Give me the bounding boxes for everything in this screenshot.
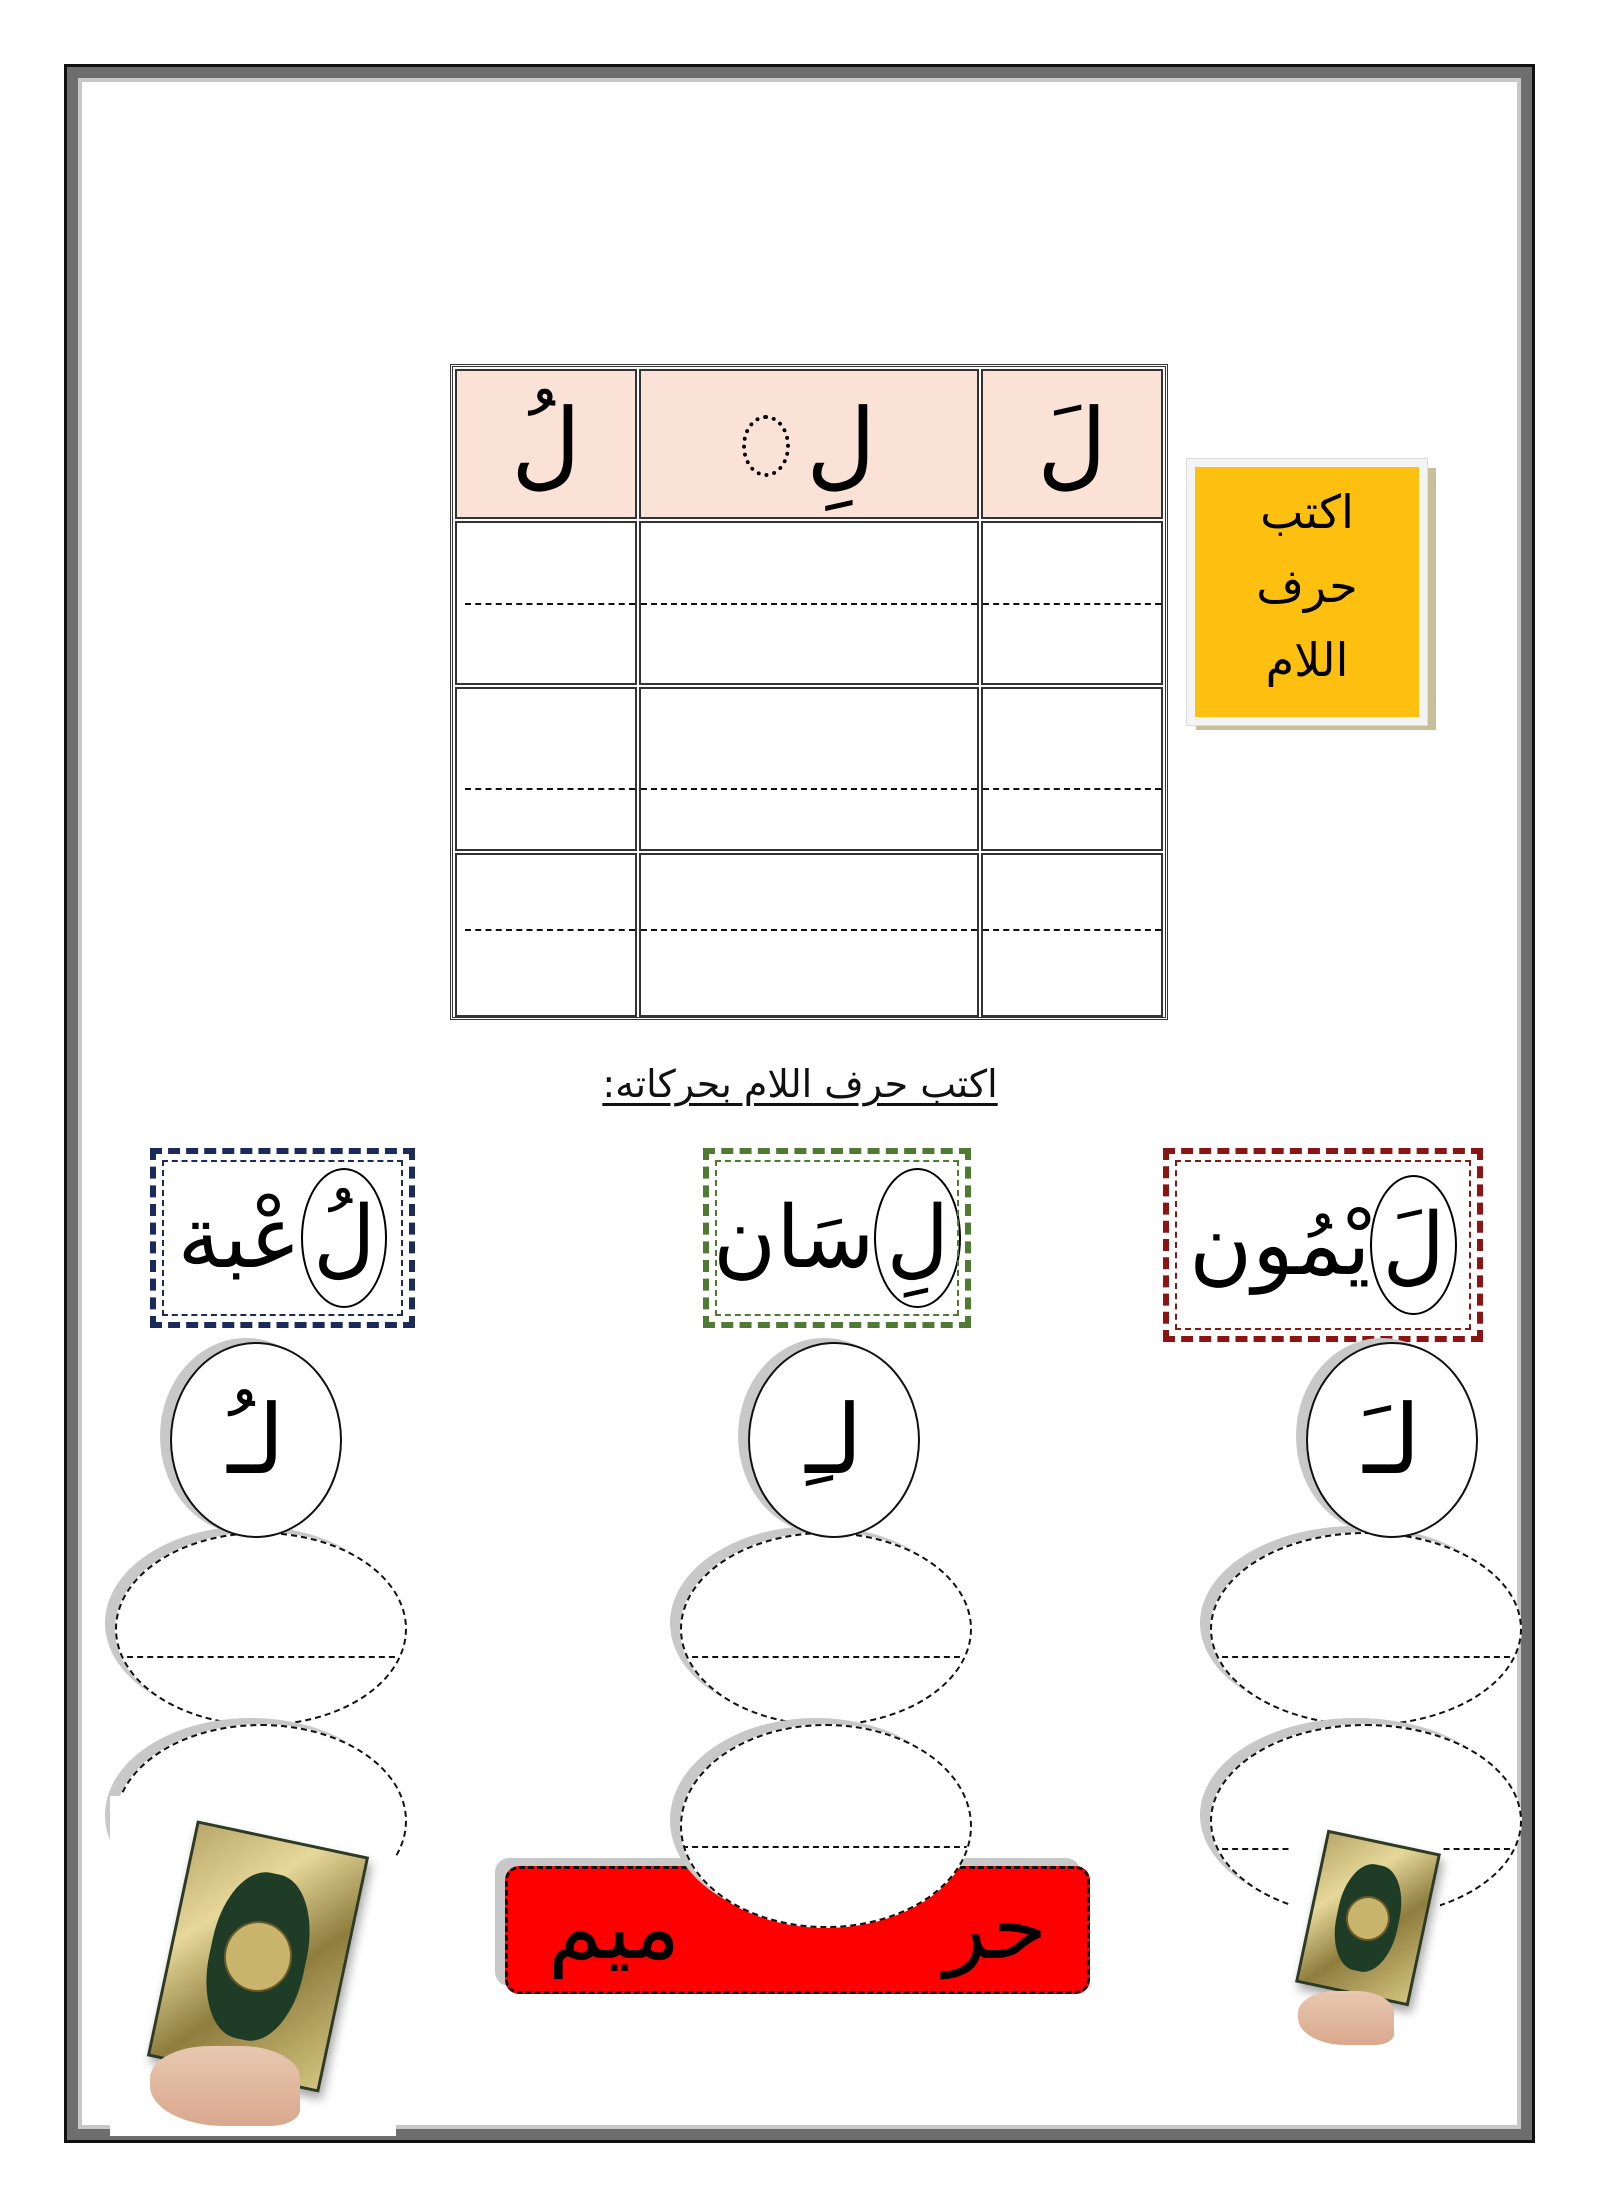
guide-line xyxy=(983,788,1161,790)
quran-image-right xyxy=(1290,1826,1440,2066)
letter-lam-damma: لُ xyxy=(511,388,581,500)
letter-form-fatha: لـَ xyxy=(1363,1384,1421,1496)
letter-circle-kasra xyxy=(748,1342,920,1538)
letter-lam-fatha: لَ xyxy=(1037,388,1107,500)
instruction-card-body xyxy=(1195,467,1419,717)
header-cell-fatha xyxy=(981,369,1163,519)
writing-cell[interactable] xyxy=(455,521,637,685)
guide-line xyxy=(465,603,635,605)
letter-circle-fatha xyxy=(1306,1342,1478,1538)
banner-text-left: ميم xyxy=(548,1876,681,1979)
letter-lam-kasra: لِ xyxy=(806,388,876,500)
word-rest: سَان xyxy=(713,1188,875,1288)
writing-cell[interactable] xyxy=(981,521,1163,685)
first-letter-highlight: لَ xyxy=(1370,1175,1456,1315)
letter-form-kasra: لـِ xyxy=(805,1384,863,1496)
word-box-lisan xyxy=(703,1148,971,1328)
card-line-letter: حرف xyxy=(1256,559,1358,613)
writing-row xyxy=(455,687,1163,851)
letter-form-damma: لـُ xyxy=(227,1384,285,1496)
guide-line xyxy=(983,929,1161,931)
guide-line xyxy=(1212,1656,1520,1658)
letter-writing-table xyxy=(450,364,1168,1020)
header-row xyxy=(455,369,1163,519)
guide-line xyxy=(682,1846,970,1848)
writing-cell[interactable] xyxy=(455,853,637,1017)
word-rest: يْمُون xyxy=(1189,1195,1371,1295)
hand-icon xyxy=(150,2046,300,2126)
header-cell-kasra xyxy=(639,369,979,519)
guide-line xyxy=(641,929,977,931)
writing-oval[interactable] xyxy=(1210,1532,1522,1726)
guide-line xyxy=(983,603,1161,605)
word-rest: عْبة xyxy=(177,1188,301,1288)
writing-cell[interactable] xyxy=(455,687,637,851)
guide-line xyxy=(641,788,977,790)
writing-oval[interactable] xyxy=(680,1532,972,1726)
writing-cell[interactable] xyxy=(981,687,1163,851)
guide-line xyxy=(465,788,635,790)
word-box-luba xyxy=(150,1148,415,1328)
writing-row xyxy=(455,521,1163,685)
hand-icon xyxy=(1298,1991,1394,2045)
instruction-heading: اكتب حرف اللام بحركاته: xyxy=(602,1062,998,1106)
header-cell-damma xyxy=(455,369,637,519)
writing-cell[interactable] xyxy=(639,853,979,1017)
writing-oval[interactable] xyxy=(115,1532,407,1726)
card-line-lam: اللام xyxy=(1265,633,1349,687)
instruction-card xyxy=(1186,458,1428,726)
writing-cell[interactable] xyxy=(981,853,1163,1017)
writing-cell[interactable] xyxy=(639,521,979,685)
guide-line xyxy=(682,1656,970,1658)
banner-text-right: حر xyxy=(944,1876,1047,1979)
guide-line xyxy=(117,1656,405,1658)
dotted-circle-placeholder-icon xyxy=(742,415,790,477)
writing-oval[interactable] xyxy=(680,1724,972,1928)
writing-cell[interactable] xyxy=(639,687,979,851)
guide-line xyxy=(641,603,977,605)
guide-line xyxy=(465,929,635,931)
quran-book-icon xyxy=(1295,1830,1441,2007)
first-letter-highlight: لُ xyxy=(301,1168,387,1308)
writing-row xyxy=(455,853,1163,1017)
letter-circle-damma xyxy=(170,1342,342,1538)
card-line-write: اكتب xyxy=(1260,485,1354,539)
word-box-laymun xyxy=(1163,1148,1483,1342)
quran-image-left xyxy=(110,1796,396,2136)
first-letter-highlight: لِ xyxy=(874,1168,960,1308)
